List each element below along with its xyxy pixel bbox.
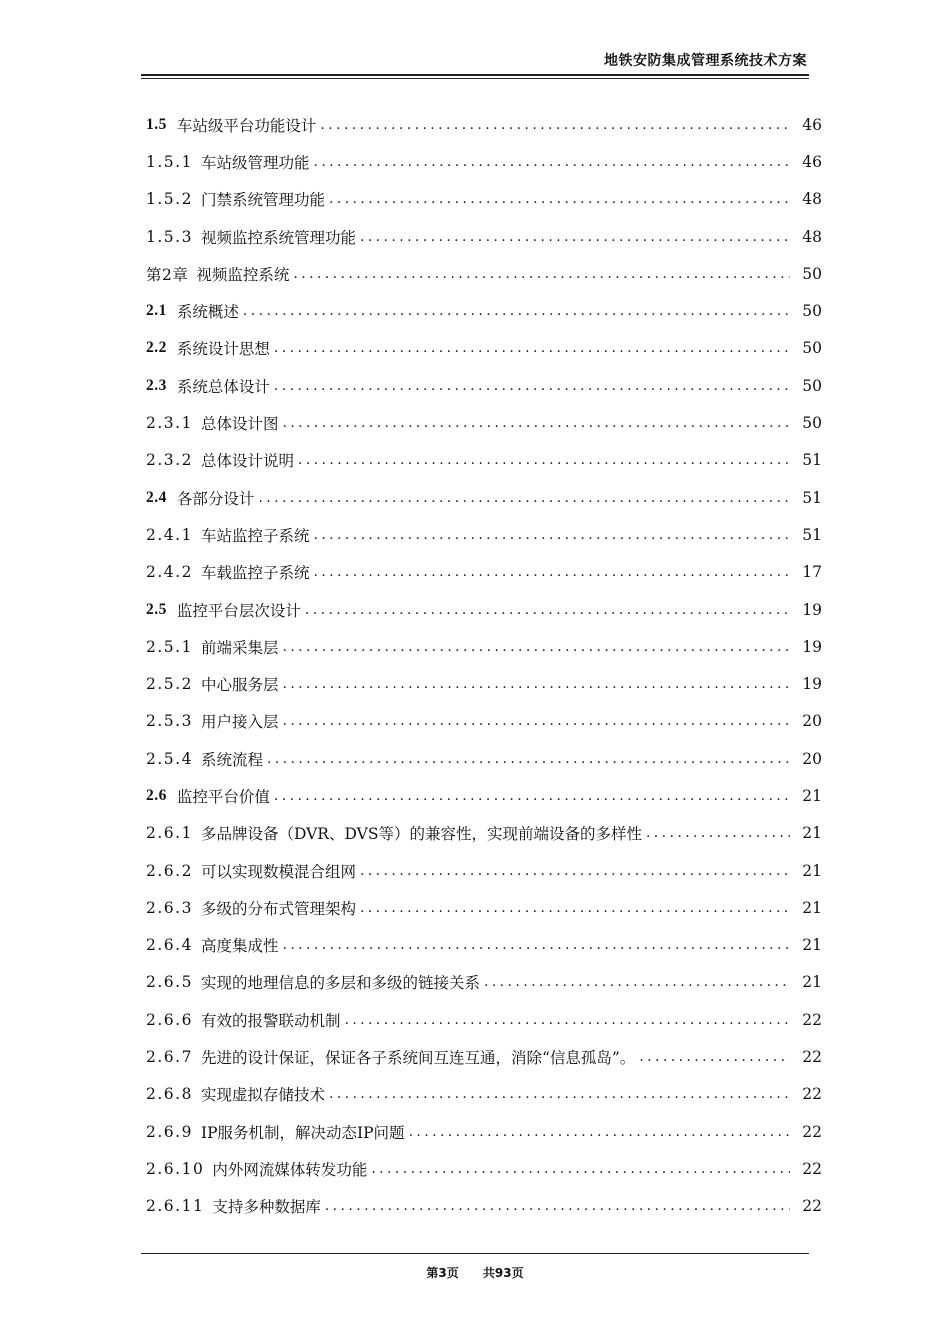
toc-entry[interactable] bbox=[146, 255, 824, 292]
document-title: 地铁安防集成管理系统技术方案 bbox=[604, 53, 807, 69]
toc-dot-leader bbox=[313, 154, 790, 170]
toc-dot-leader bbox=[282, 676, 790, 692]
toc-entry-title: 有效的报警联动机制 bbox=[200, 1011, 341, 1030]
toc-dot-leader bbox=[639, 1049, 790, 1065]
table-of-contents bbox=[146, 106, 824, 1225]
header-rule-thick bbox=[141, 74, 809, 76]
toc-entry[interactable] bbox=[146, 181, 824, 218]
toc-entry-title: 先进的设计保证，保证各子系统间互连互通，消除“信息孤岛”。 bbox=[200, 1049, 636, 1068]
toc-entry-title: 系统概述 bbox=[176, 303, 239, 322]
toc-dot-leader bbox=[409, 1124, 790, 1140]
toc-dot-leader bbox=[282, 415, 790, 431]
toc-entry-page: 48 bbox=[802, 227, 822, 246]
toc-entry[interactable] bbox=[146, 591, 824, 628]
toc-dot-leader bbox=[274, 340, 790, 356]
toc-dot-leader bbox=[298, 452, 790, 468]
toc-entry-page: 50 bbox=[802, 339, 822, 358]
toc-entry-title: 系统设计思想 bbox=[176, 340, 270, 359]
toc-entry-page: 22 bbox=[802, 1085, 822, 1104]
toc-entry-page: 50 bbox=[802, 264, 822, 283]
toc-entry-title: 监控平台层次设计 bbox=[176, 601, 301, 620]
toc-dot-leader bbox=[258, 490, 790, 506]
toc-entry-number: 2.6.10 bbox=[146, 1159, 205, 1178]
toc-entry-title: 车载监控子系统 bbox=[200, 564, 310, 583]
toc-entry-title: 可以实现数模混合组网 bbox=[200, 862, 356, 881]
toc-entry-page: 21 bbox=[802, 861, 822, 880]
toc-entry[interactable] bbox=[146, 330, 824, 367]
toc-entry-title: 内外网流媒体转发功能 bbox=[212, 1160, 368, 1179]
toc-entry-title: 视频监控系统管理功能 bbox=[200, 228, 356, 247]
toc-entry-page: 51 bbox=[802, 525, 822, 544]
toc-entry-number: 2.6.4 bbox=[146, 936, 193, 955]
toc-dot-leader bbox=[282, 937, 790, 953]
toc-entry-number: 2.2 bbox=[146, 339, 167, 357]
toc-entry-title: 各部分设计 bbox=[176, 489, 255, 508]
toc-entry-number: 2.6.5 bbox=[146, 973, 193, 992]
toc-entry[interactable] bbox=[146, 106, 824, 143]
toc-entry-page: 22 bbox=[802, 1159, 822, 1178]
toc-entry-number: 2.4.2 bbox=[146, 563, 193, 582]
current-page-label: 第3页 bbox=[426, 1266, 459, 1280]
toc-entry-number: 2.1 bbox=[146, 302, 167, 320]
toc-entry-number: 1.5 bbox=[146, 115, 167, 133]
toc-dot-leader bbox=[484, 974, 790, 990]
toc-dot-leader bbox=[329, 191, 790, 207]
toc-entry-page: 48 bbox=[802, 190, 822, 209]
toc-entry-page: 19 bbox=[802, 600, 822, 619]
toc-entry-page: 21 bbox=[802, 824, 822, 843]
footer-rule bbox=[141, 1253, 809, 1254]
toc-entry-title: 中心服务层 bbox=[200, 676, 279, 695]
toc-dot-leader bbox=[646, 825, 790, 841]
toc-entry-number: 2.5.2 bbox=[146, 675, 193, 694]
toc-dot-leader bbox=[329, 1086, 790, 1102]
toc-entry-number: 2.5.3 bbox=[146, 712, 193, 731]
toc-entry-page: 51 bbox=[802, 488, 822, 507]
toc-entry-title: 用户接入层 bbox=[200, 713, 279, 732]
toc-entry-page: 17 bbox=[802, 563, 822, 582]
toc-entry-number: 2.6.1 bbox=[146, 824, 193, 843]
toc-entry-number: 2.6.3 bbox=[146, 898, 193, 917]
toc-entry-page: 21 bbox=[802, 936, 822, 955]
toc-entry-page: 46 bbox=[802, 152, 822, 171]
toc-entry[interactable] bbox=[146, 1113, 824, 1150]
toc-entry-title: 门禁系统管理功能 bbox=[200, 191, 325, 210]
toc-entry-number: 2.3.2 bbox=[146, 451, 193, 470]
toc-entry[interactable] bbox=[146, 1076, 824, 1113]
toc-dot-leader bbox=[274, 788, 790, 804]
toc-dot-leader bbox=[274, 378, 790, 394]
toc-entry-number: 2.4 bbox=[146, 488, 167, 506]
toc-entry[interactable] bbox=[146, 1188, 824, 1225]
toc-entry[interactable] bbox=[146, 218, 824, 255]
toc-entry-number: 2.6.11 bbox=[146, 1197, 205, 1216]
toc-entry-number: 1.5.3 bbox=[146, 227, 193, 246]
toc-entry-page: 22 bbox=[802, 1048, 822, 1067]
toc-dot-leader bbox=[282, 639, 790, 655]
toc-entry-number: 2.6.6 bbox=[146, 1010, 193, 1029]
toc-entry[interactable] bbox=[146, 479, 824, 516]
toc-entry-title: IP服务机制，解决动态IP问题 bbox=[200, 1123, 405, 1142]
toc-entry-page: 21 bbox=[802, 786, 822, 805]
toc-entry[interactable] bbox=[146, 628, 824, 665]
toc-entry[interactable] bbox=[146, 1150, 824, 1187]
toc-entry-page: 51 bbox=[802, 451, 822, 470]
toc-dot-leader bbox=[282, 713, 790, 729]
toc-entry-number: 2.3.1 bbox=[146, 414, 193, 433]
toc-entry-page: 19 bbox=[802, 675, 822, 694]
toc-entry-title: 系统流程 bbox=[200, 750, 263, 769]
toc-entry[interactable] bbox=[146, 703, 824, 740]
toc-entry[interactable] bbox=[146, 777, 824, 814]
toc-entry-page: 50 bbox=[802, 302, 822, 321]
toc-entry-number: 2.6.2 bbox=[146, 861, 193, 880]
toc-entry-page: 22 bbox=[802, 1197, 822, 1216]
toc-entry[interactable] bbox=[146, 815, 824, 852]
toc-entry[interactable] bbox=[146, 367, 824, 404]
toc-entry-number: 2.5 bbox=[146, 600, 167, 618]
toc-entry[interactable] bbox=[146, 554, 824, 591]
toc-entry-title: 支持多种数据库 bbox=[212, 1198, 321, 1217]
toc-entry-number: 2.5.4 bbox=[146, 749, 193, 768]
toc-entry-title: 总体设计说明 bbox=[200, 452, 294, 471]
toc-entry-number: 2.5.1 bbox=[146, 637, 193, 656]
page-number bbox=[0, 1264, 950, 1281]
toc-entry-number: 1.5.2 bbox=[146, 190, 193, 209]
toc-entry-title: 实现的地理信息的多层和多级的链接关系 bbox=[200, 974, 480, 993]
toc-entry-number: 2.4.1 bbox=[146, 525, 193, 544]
toc-dot-leader bbox=[325, 1198, 790, 1214]
toc-entry-number: 2.6.7 bbox=[146, 1048, 193, 1067]
toc-entry-title: 系统总体设计 bbox=[176, 377, 270, 396]
toc-entry-page: 21 bbox=[802, 898, 822, 917]
toc-entry-page: 46 bbox=[802, 115, 822, 134]
toc-entry[interactable] bbox=[146, 1001, 824, 1038]
header-rule-thin bbox=[141, 78, 809, 79]
toc-entry-title: 多品牌设备（DVR、DVS等）的兼容性，实现前端设备的多样性 bbox=[200, 825, 642, 844]
toc-entry-title: 前端采集层 bbox=[200, 638, 279, 657]
toc-entry-page: 20 bbox=[802, 712, 822, 731]
toc-entry-number: 2.6.9 bbox=[146, 1122, 193, 1141]
toc-entry[interactable] bbox=[146, 852, 824, 889]
toc-entry-title: 总体设计图 bbox=[200, 415, 279, 434]
toc-entry[interactable] bbox=[146, 143, 824, 180]
toc-entry-page: 22 bbox=[802, 1122, 822, 1141]
toc-entry-page: 20 bbox=[802, 749, 822, 768]
toc-dot-leader bbox=[305, 602, 790, 618]
toc-dot-leader bbox=[360, 900, 790, 916]
toc-entry-page: 50 bbox=[802, 414, 822, 433]
toc-dot-leader bbox=[293, 266, 790, 282]
toc-entry-page: 22 bbox=[802, 1010, 822, 1029]
toc-entry-title: 车站级平台功能设计 bbox=[176, 116, 317, 135]
toc-entry-number: 2.6 bbox=[146, 786, 167, 804]
toc-dot-leader bbox=[243, 303, 790, 319]
toc-entry[interactable] bbox=[146, 1038, 824, 1075]
toc-dot-leader bbox=[344, 1012, 790, 1028]
toc-dot-leader bbox=[360, 863, 790, 879]
toc-dot-leader bbox=[313, 564, 790, 580]
toc-dot-leader bbox=[320, 117, 790, 133]
toc-entry-page: 21 bbox=[802, 973, 822, 992]
toc-dot-leader bbox=[371, 1161, 790, 1177]
toc-entry-number: 2.3 bbox=[146, 376, 167, 394]
toc-entry[interactable] bbox=[146, 404, 824, 441]
toc-entry-number: 第2章 bbox=[146, 265, 189, 284]
toc-entry-title: 实现虚拟存储技术 bbox=[200, 1086, 325, 1105]
toc-entry[interactable] bbox=[146, 292, 824, 329]
toc-entry-page: 50 bbox=[802, 376, 822, 395]
toc-dot-leader bbox=[267, 751, 790, 767]
total-pages-label: 共93页 bbox=[482, 1266, 524, 1280]
toc-entry[interactable] bbox=[146, 927, 824, 964]
toc-entry[interactable] bbox=[146, 665, 824, 702]
toc-entry-title: 多级的分布式管理架构 bbox=[200, 899, 356, 918]
toc-entry-title: 车站监控子系统 bbox=[200, 526, 310, 545]
toc-dot-leader bbox=[313, 527, 790, 543]
toc-entry-number: 2.6.8 bbox=[146, 1085, 193, 1104]
toc-entry[interactable] bbox=[146, 964, 824, 1001]
toc-entry-title: 车站级管理功能 bbox=[200, 153, 310, 172]
toc-entry-number: 1.5.1 bbox=[146, 152, 193, 171]
toc-entry-title: 监控平台价值 bbox=[176, 787, 270, 806]
toc-entry[interactable] bbox=[146, 516, 824, 553]
toc-entry[interactable] bbox=[146, 442, 824, 479]
toc-entry-title: 高度集成性 bbox=[200, 937, 279, 956]
toc-entry[interactable] bbox=[146, 740, 824, 777]
toc-entry-page: 19 bbox=[802, 637, 822, 656]
toc-entry[interactable] bbox=[146, 889, 824, 926]
toc-entry-title: 视频监控系统 bbox=[196, 265, 290, 284]
toc-dot-leader bbox=[360, 229, 790, 245]
